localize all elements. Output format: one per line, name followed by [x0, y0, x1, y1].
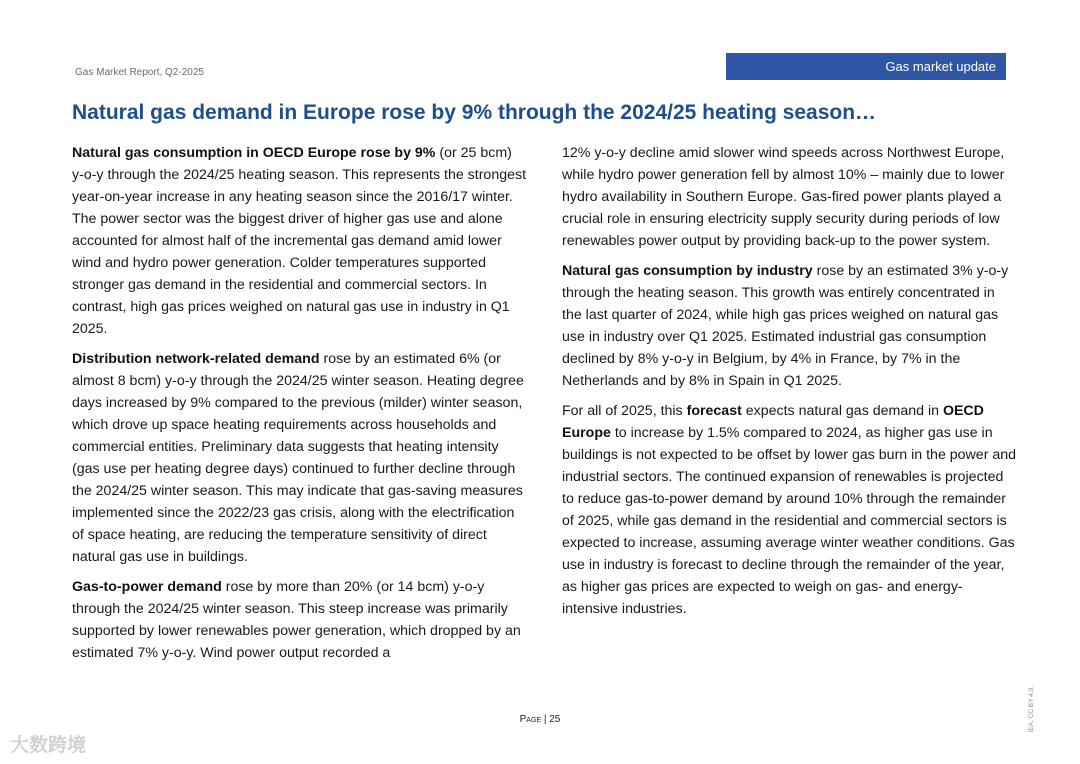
paragraph-2025-forecast [562, 400, 1017, 620]
paragraph-body: 12% y-o-y decline amid slower wind speeds across Northwest Europe, while hydro power generation fell by almost 10% – mainly due to lower hydro availability in Southern Europe. Gas-fired power plants played a crucial role in ensuring electricity supply security during periods of low renewables power output by providing back-up to the power system. [562, 145, 1005, 249]
paragraph-industry-consumption [562, 260, 1017, 392]
paragraph-text: to increase by 1.5% compared to 2024, as higher gas use in buildings is not expected to be offset by lower gas burn in the power and industrial sectors. The continued expansion of renewables is projected to reduce gas-to-power demand by around 10% through the remainder of 2025, while gas demand in the residential and commercial sectors is expected to increase, assuming average winter weather conditions. Gas use in industry is forecast to decline through the remainder of the year, as higher gas prices are expected to weigh on gas- and energy-intensive industries. [562, 425, 1017, 617]
paragraph-text: For all of 2025, this [562, 403, 687, 419]
right-column [562, 142, 1017, 628]
license-note: IEA. CC BY 4.0. [1028, 686, 1035, 733]
paragraph-gas-to-power [72, 576, 527, 664]
paragraph-wind-hydro [562, 142, 1017, 252]
paragraph-lead-bold: Gas-to-power demand [72, 579, 222, 595]
page-number-footer [0, 714, 1080, 725]
watermark-logo: 大数跨境 [10, 735, 87, 756]
paragraph-oecd-europe-consumption [72, 142, 527, 340]
paragraph-text: expects natural gas demand in [741, 403, 943, 419]
paragraph-body: rose by more than 20% (or 14 bcm) y-o-y through the 2024/25 winter season. This steep increase was primarily supported by lower renewables power generation, which dropped by an estimated 7% y-o-y. Wind power output recorded a [72, 579, 521, 661]
paragraph-distribution-demand [72, 348, 527, 568]
paragraph-body: (or 25 bcm) y-o-y through the 2024/25 heating season. This represents the strongest year-on-year increase in any heating season since the 2016/17 winter. The power sector was the biggest driver of higher gas use and alone accounted for almost half of the incremental gas demand amid lower wind and hydro power generation. Colder temperatures supported stronger gas demand in the residential and commercial sectors. In contrast, high gas prices weighed on natural gas use in industry in Q1 2025. [72, 145, 527, 337]
paragraph-lead-bold: Natural gas consumption in OECD Europe rose by 9% [72, 145, 436, 161]
section-tag: Gas market update [726, 53, 1006, 80]
page-number: 25 [549, 714, 561, 725]
paragraph-body: rose by an estimated 6% (or almost 8 bcm) y-o-y through the 2024/25 winter season. Heating degree days increased by 9% compared to the previous (milder) winter season, which drove up space heating requirements across households and commercial entities. Preliminary data suggests that heating intensity (gas use per heating degree days) continued to further decline through the 2024/25 winter season. This may indicate that gas-saving measures implemented since the 2022/23 gas crisis, along with the electrification of space heating, are reducing the temperature sensitivity of direct natural gas use in buildings. [72, 351, 524, 565]
left-column [72, 142, 527, 672]
paragraph-lead-bold: Natural gas consumption by industry [562, 263, 813, 279]
paragraph-lead-bold: Distribution network-related demand [72, 351, 320, 367]
report-header-label: Gas Market Report, Q2-2025 [75, 67, 204, 78]
page-separator: | [541, 714, 550, 725]
page-word: Page [519, 714, 542, 725]
page-title: Natural gas demand in Europe rose by 9% through the 2024/25 heating season… [72, 101, 877, 124]
forecast-bold: forecast [686, 403, 742, 419]
oecd-europe-bold: OECD Europe [562, 403, 984, 441]
paragraph-body: rose by an estimated 3% y-o-y through the heating season. This growth was entirely concentrated in the last quarter of 2024, while high gas prices weighed on natural gas use in industry over Q1 2025. Estimated industrial gas consumption declined by 8% y-o-y in Belgium, by 4% in France, by 7% in the Netherlands and by 8% in Spain in Q1 2025. [562, 263, 1009, 389]
